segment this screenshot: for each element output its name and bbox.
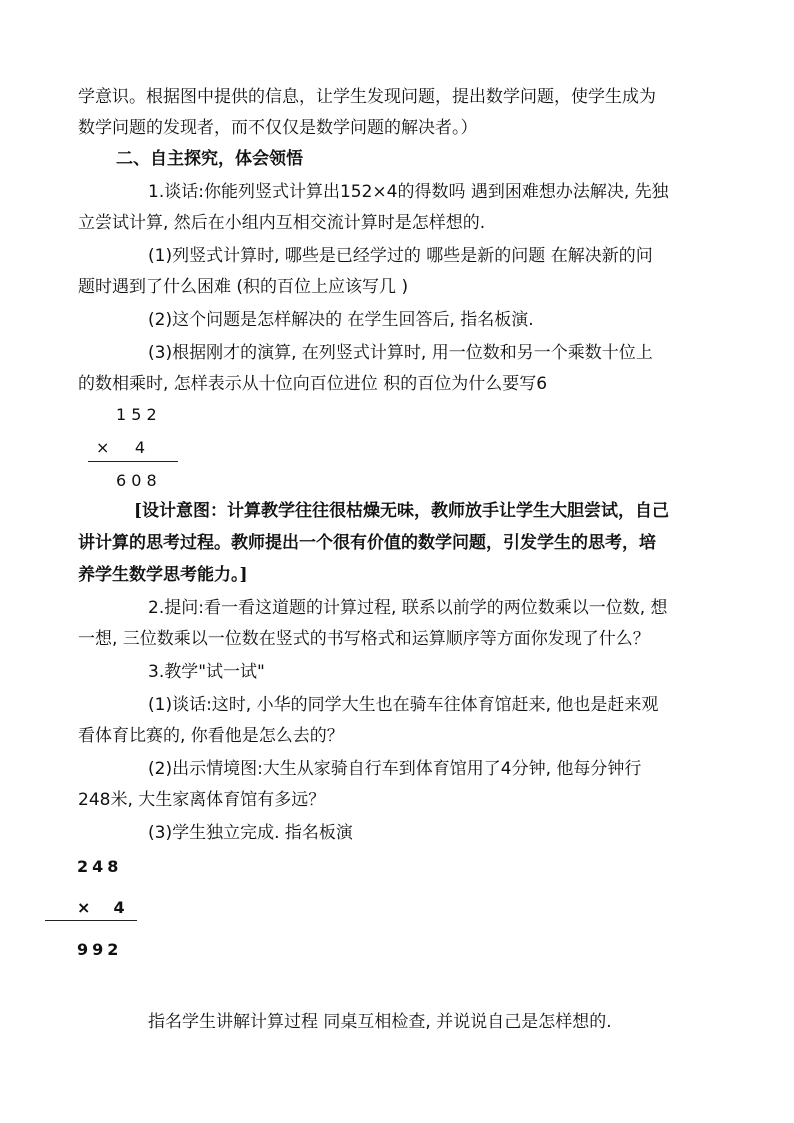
design-intent-line: 养学生数学思考能力。]	[78, 565, 248, 585]
design-intent-line: [设计意图：计算教学往往很枯燥无味，教师放手让学生大胆尝试，自己	[134, 501, 670, 521]
section-heading: 二、自主探究，体会领悟	[116, 149, 303, 169]
paragraph-line: 看体育比赛的, 你看他是怎么去的？	[78, 726, 344, 746]
paragraph-line: (3)根据刚才的演算, 在列竖式计算时, 用一位数和另一个乘数十位上	[148, 343, 653, 363]
paragraph-line: (3)学生独立完成. 指名板演	[148, 823, 353, 843]
paragraph-line: 1.谈话:你能列竖式计算出152×4的得数吗 遇到困难想办法解决, 先独	[148, 182, 669, 202]
paragraph-line: (2)出示情境图:大生从家骑自行车到体育馆用了4分钟, 他每分钟行	[148, 759, 642, 779]
paragraph-line: 3.教学"试一试"	[148, 662, 265, 682]
calc1-multiplicand: 1 5 2	[116, 405, 157, 424]
paragraph-line: 2.提问:看一看这道题的计算过程, 联系以前学的两位数乘以一位数, 想	[148, 598, 668, 618]
paragraph-line: 学意识。根据图中提供的信息，让学生发现问题，提出数学问题，使学生成为	[78, 87, 656, 107]
paragraph-line: 立尝试计算, 然后在小组内互相交流计算时是怎样想的.	[78, 213, 486, 233]
paragraph-line: 题时遇到了什么困难 (积的百位上应该写几 )	[78, 277, 409, 297]
paragraph-line: (1)谈话:这时, 小华的同学大生也在骑车往体育馆赶来, 他也是赶来观	[148, 695, 659, 715]
calc2-product: 992	[77, 940, 123, 959]
paragraph-line: 的数相乘时, 怎样表示从十位向百位进位 积的百位为什么要写6	[78, 374, 548, 394]
paragraph-line: 数学问题的发现者，而不仅仅是数学问题的解决者。）	[78, 118, 478, 138]
paragraph-line: 指名学生讲解计算过程 同桌互相检查, 并说说自己是怎样想的.	[148, 1012, 612, 1032]
design-intent-line: 讲计算的思考过程。教师提出一个很有价值的数学问题，引发学生的思考，培	[78, 533, 656, 553]
calc1-multiplier-row: × 4	[96, 438, 146, 457]
paragraph-line: 一想, 三位数乘以一位数在竖式的书写格式和运算顺序等方面你发现了什么？	[78, 629, 650, 649]
calc1-product: 6 0 8	[116, 471, 157, 490]
calc2-multiplier-row: × 4	[77, 898, 129, 917]
paragraph-line: 248米, 大生家离体育馆有多远？	[78, 790, 326, 810]
paragraph-line: (2)这个问题是怎样解决的 在学生回答后, 指名板演.	[148, 310, 534, 330]
calc1-rule	[88, 461, 178, 462]
calc2-rule	[45, 920, 137, 921]
paragraph-line: (1)列竖式计算时, 哪些是已经学过的 哪些是新的问题 在解决新的问	[148, 246, 653, 266]
calc2-multiplicand: 248	[77, 857, 123, 876]
